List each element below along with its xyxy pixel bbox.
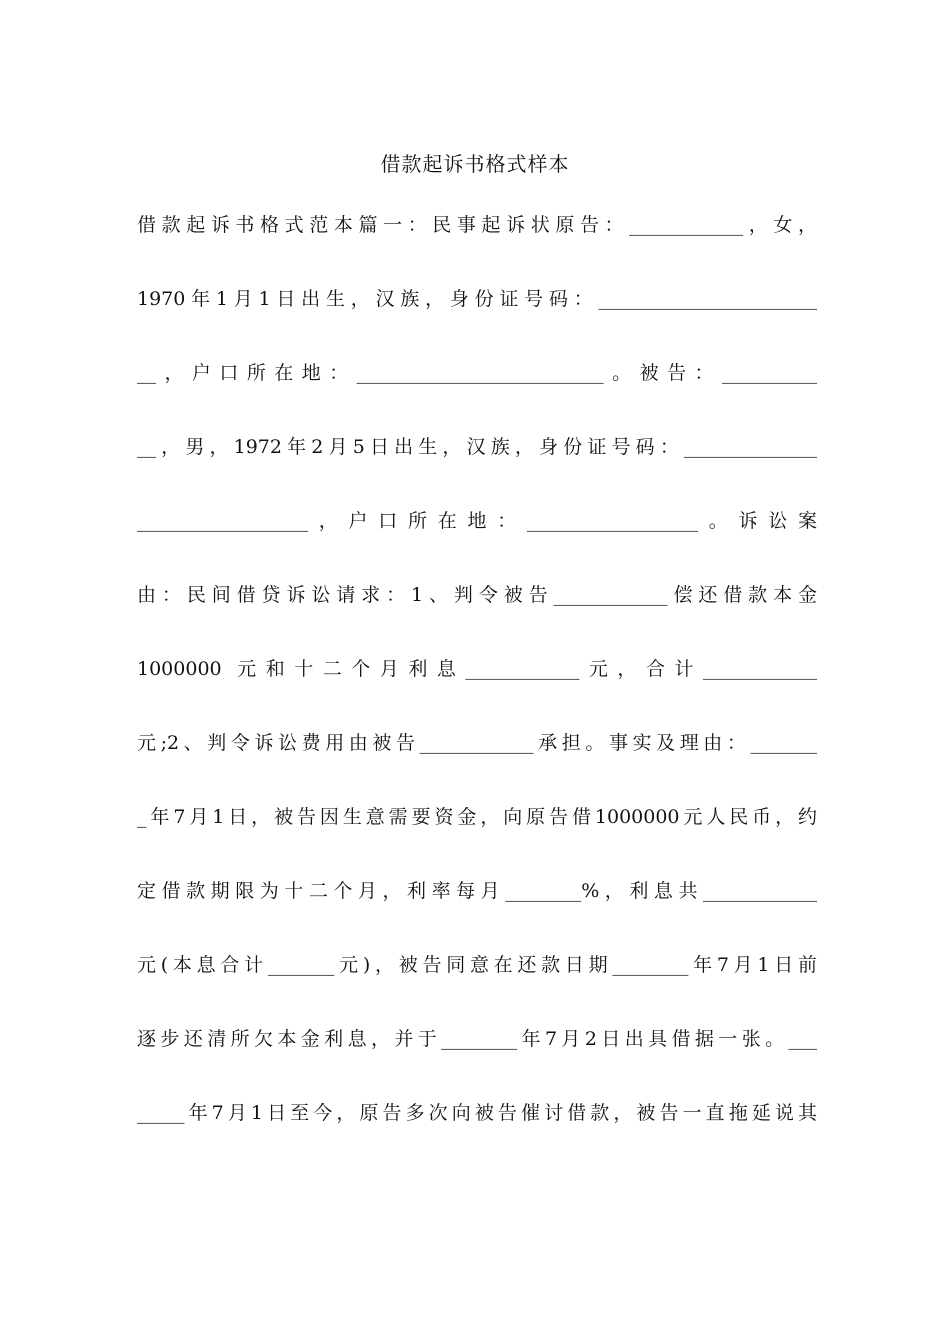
paragraph-line: _年7月1日，被告因生意需要资金，向原告借1000000元人民币，约 — [137, 806, 817, 828]
paragraph-line: _____年7月1日至今，原告多次向被告催讨借款，被告一直拖延说其 — [137, 1102, 817, 1124]
paragraph-line: 元(本息合计_______元)，被告同意在还款日期________年7月1日前 — [137, 954, 817, 976]
paragraph-line: __，户口所在地：__________________________。被告：__________ — [137, 362, 817, 384]
paragraph-line: 1970年1月1日出生，汉族，身份证号码：_______________________ — [137, 288, 817, 310]
document-title: 借款起诉书格式样本 — [380, 152, 570, 176]
paragraph-line: 定借款期限为十二个月，利率每月________%，利息共____________ — [137, 880, 817, 902]
paragraph-line: 逐步还清所欠本金利息，并于________年7月2日出具借据一张。___ — [137, 1028, 817, 1050]
paragraph-line: 元;2、判令诉讼费用由被告____________承担。事实及理由：_______ — [137, 732, 817, 754]
paragraph-line: __________________，户口所在地：__________________。诉讼案 — [137, 510, 817, 532]
document-body — [137, 208, 817, 1170]
paragraph-line: 借款起诉书格式范本篇一：民事起诉状原告：____________，女， — [137, 214, 817, 236]
paragraph-line: 1000000 元和十二个月利息____________元，合计____________ — [137, 658, 817, 680]
paragraph-line: __，男，1972年2月5日出生，汉族，身份证号码：______________ — [137, 436, 817, 458]
paragraph-line: 由：民间借贷诉讼请求：1、判令被告____________偿还借款本金 — [137, 584, 817, 606]
